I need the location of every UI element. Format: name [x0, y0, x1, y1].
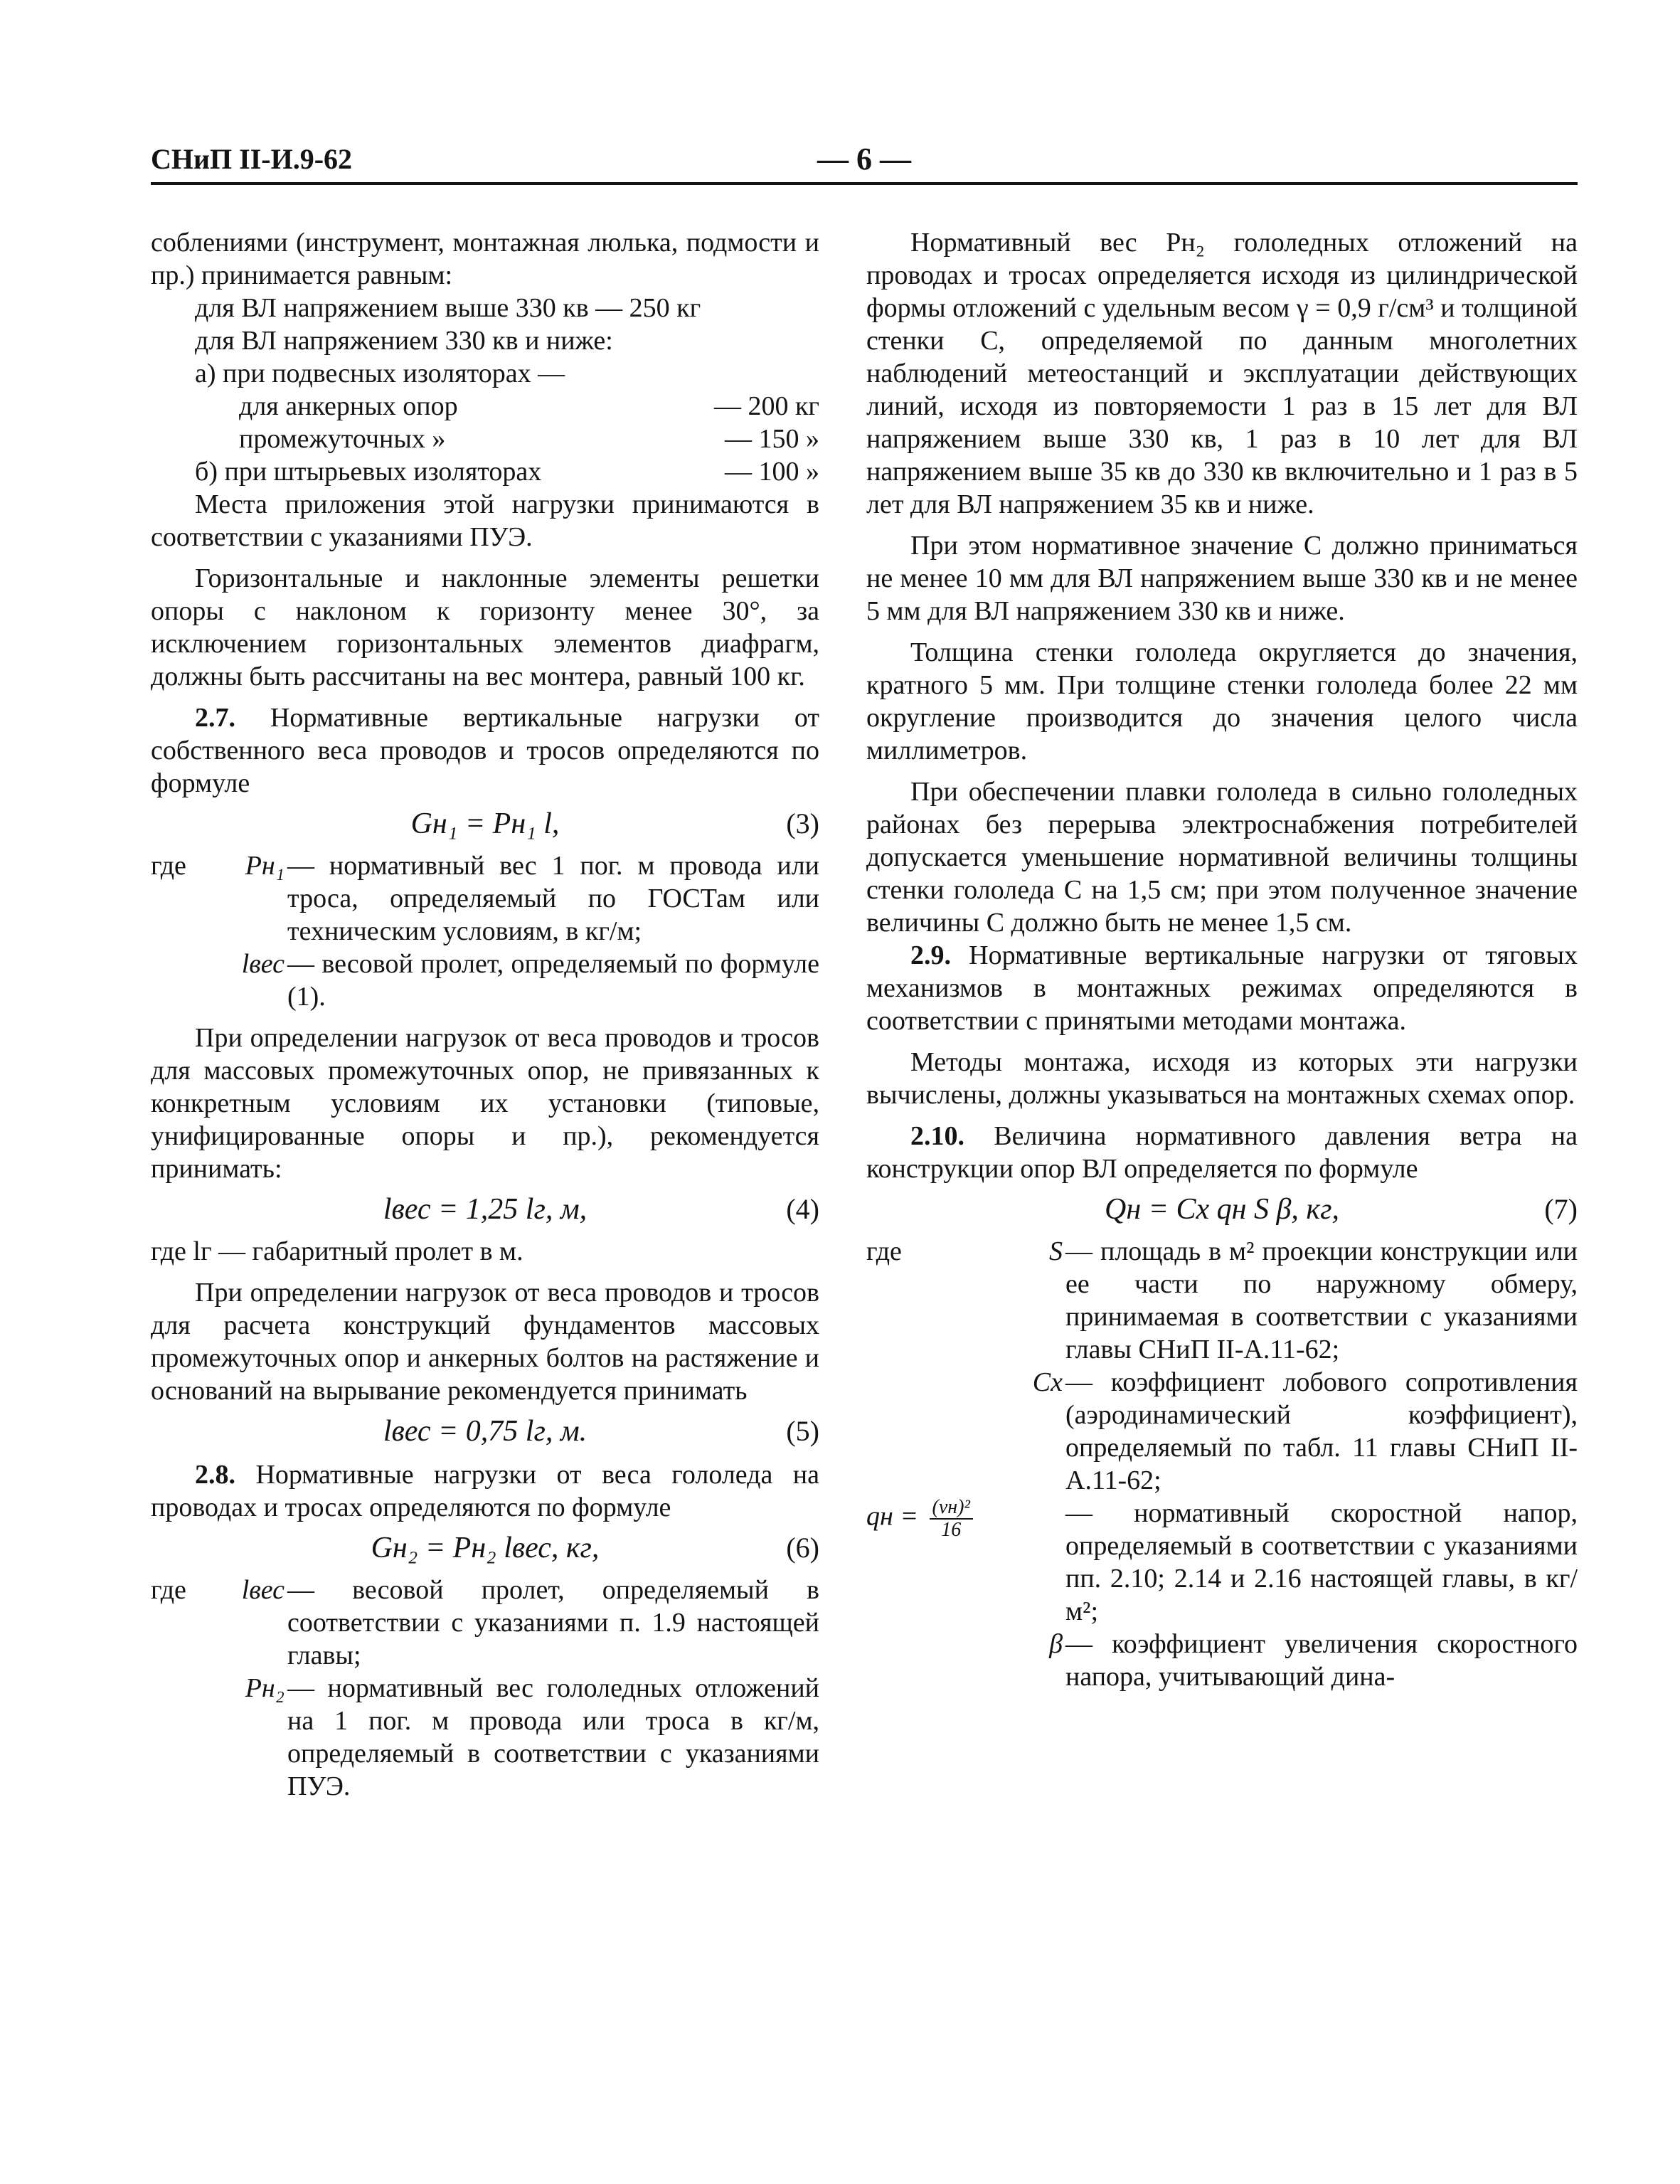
- formula-4: [151, 1191, 819, 1228]
- where-block-6: [151, 1574, 819, 1803]
- load-item-b-value: — 100 »: [725, 457, 819, 487]
- q-denominator: 16: [941, 1519, 962, 1541]
- paragraph-intro: соблениями (инструмент, монтажная люлька, подмости и пр.) принимается равным:: [151, 228, 819, 290]
- formula-number: (6): [786, 1532, 819, 1564]
- load-anchor-label: для анкерных опор: [239, 391, 458, 421]
- section-text: Нормативные вертикальные нагрузки от собственного веса проводов и тросов определяются по формуле: [151, 703, 819, 798]
- where-description: — весовой пролет, определяемый в соответствии с указаниями п. 1.9 настоящей главы;: [287, 1575, 819, 1670]
- formula-3: [151, 805, 819, 842]
- section-number: 2.8.: [195, 1460, 235, 1490]
- where-description: — нормативный скоростной напор, определяемый в соответствии с указаниями пп. 2.10; 2.14 и 2.16 настоящей главы, в кг/м²;: [1065, 1498, 1578, 1626]
- load-anchor-row: [151, 390, 819, 423]
- formula-number: (7): [1544, 1193, 1578, 1225]
- where-block-7: [866, 1235, 1578, 1693]
- load-intermediate-row: [151, 423, 819, 455]
- right-column: [866, 226, 1578, 1697]
- where-word: где: [151, 1575, 186, 1605]
- load-item-a: а) при подвесных изоляторах —: [195, 359, 565, 388]
- section-text: Нормативные вертикальные нагрузки от тяговых механизмов в монтажных режимах определяются в соответствии с принятыми методами монтажа.: [866, 940, 1578, 1036]
- paragraph-places: Места приложения этой нагрузки принимаются в соответствии с указаниями ПУЭ.: [151, 489, 819, 552]
- section-number: 2.9.: [910, 940, 951, 970]
- where-line-4: где lг — габаритный пролет в м.: [151, 1236, 523, 1266]
- where-symbol: S: [1049, 1236, 1063, 1266]
- paragraph-ice-weight: Нормативный вес Pн₂ гололедных отложений на проводах и тросах определяется исходя из цилиндрической формы отложений с удельным весом γ = 0,9 г/см³ и толщиной стенки C, определяемой по данным многолетних наблюдений метеостанций и эксплуатации действующих линий, исходя из повторяемости 1 раз в 15 лет для ВЛ напряжением выше 330 кв, 1 раз в 10 лет для ВЛ напряжением выше 35 кв до 330 кв включительно и 1 раз в 5 лет для ВЛ напряжением 35 кв и ниже.: [866, 228, 1578, 519]
- formula-number: (3): [786, 807, 819, 839]
- where-symbol: β: [1049, 1629, 1063, 1659]
- formula-expression: lвес = 1,25 lг, м,: [383, 1193, 588, 1226]
- where-description: — площадь в м² проекции конструкции или ее части по наружному обмеру, принимаемая в соответствии с указаниями главы СНиП II-А.11-62;: [1065, 1236, 1578, 1364]
- paragraph-foundations: При определении нагрузок от веса проводов и тросов для расчета конструкций фундаментов массовых промежуточных опор и анкерных болтов на растяжение и оснований на вырывание рекомендуется принимать: [151, 1278, 819, 1406]
- where-symbol: Pн₂: [245, 1673, 285, 1703]
- load-intermediate-value: — 150 »: [725, 424, 819, 454]
- paragraph-horizontal: Горизонтальные и наклонные элементы решетки опоры с наклоном к горизонту менее 30°, за исключением горизонтальных элементов диафрагм, должны быть рассчитаны на вес монтера, равный 100 кг.: [151, 563, 819, 691]
- formula-5: [151, 1413, 819, 1450]
- paragraph-rounding: Толщина стенки гололеда округляется до значения, кратного 5 мм. При толщине стенки гололеда более 22 мм округление производится до значения целого числа миллиметров.: [866, 637, 1578, 765]
- section-2-9: [866, 939, 1578, 1037]
- where-description: — коэффициент увеличения скоростного напора, учитывающий дина-: [1065, 1629, 1578, 1692]
- section-text: Нормативные нагрузки от веса гололеда на проводах и тросах определяются по формуле: [151, 1460, 820, 1522]
- where-symbol: lвес: [241, 1575, 285, 1605]
- load-above-330: для ВЛ напряжением выше 330 кв — 250 кг: [195, 293, 701, 323]
- where-symbol: Pн₁: [245, 851, 285, 881]
- section-text: Величина нормативного давления ветра на конструкции опор ВЛ определяется по формуле: [866, 1121, 1578, 1184]
- formula-expression: Gн₂ = Pн₂ lвес, кг,: [371, 1532, 600, 1564]
- left-column: [151, 226, 819, 1807]
- section-2-8: [151, 1458, 819, 1524]
- q-lhs: qн =: [866, 1501, 918, 1532]
- where-symbol: Cx: [1032, 1367, 1063, 1397]
- document-code: СНиП II-И.9-62: [151, 143, 353, 175]
- load-intermediate-label: промежуточных »: [239, 424, 446, 454]
- formula-7: [866, 1191, 1578, 1228]
- where-description: — весовой пролет, определяемый по формуле (1).: [287, 949, 819, 1012]
- where-block-3: [151, 849, 819, 1013]
- where-description: — нормативный вес 1 пог. м провода или троса, определяемый по ГОСТам или техническим условиям, в кг/м;: [287, 851, 819, 946]
- q-fraction: [930, 1497, 973, 1541]
- q-numerator: (vн)²: [930, 1497, 973, 1520]
- load-item-b-row: [151, 455, 819, 488]
- where-description: — нормативный вес гололедных отложений на 1 пог. м провода или троса в кг/м, определяемый в соответствии с указаниями ПУЭ.: [287, 1673, 819, 1801]
- formula-expression: Qн = Cx qн S β, кг,: [1105, 1193, 1339, 1226]
- paragraph-mass-supports: При определении нагрузок от веса проводов и тросов для массовых промежуточных опор, не привязанных к конкретным условиям их установки (типовые, унифицированные опоры и пр.), рекомендуется принимать:: [151, 1023, 819, 1184]
- section-2-10: [866, 1120, 1578, 1185]
- formula-number: (4): [786, 1193, 819, 1225]
- formula-expression: Gн₁ = Pн₁ l,: [410, 807, 560, 840]
- where-symbol: lвес: [241, 949, 285, 979]
- header-rule: [151, 182, 1578, 185]
- formula-expression: lвес = 0,75 lг, м.: [383, 1415, 588, 1448]
- section-number: 2.10.: [910, 1121, 964, 1151]
- load-item-b-label: б) при штырьевых изоляторах: [195, 457, 542, 487]
- where-q-formula: [866, 1497, 1065, 1628]
- formula-6: [151, 1530, 819, 1567]
- section-number: 2.7.: [195, 703, 235, 733]
- where-description: — коэффициент лобового сопротивления (аэродинамический коэффициент), определяемый по табл. 11 главы СНиП II-А.11-62;: [1065, 1367, 1578, 1495]
- formula-number: (5): [786, 1415, 819, 1447]
- page-number: — 6 —: [817, 142, 911, 176]
- load-anchor-value: — 200 кг: [713, 391, 819, 421]
- paragraph-c-minimum: При этом нормативное значение C должно приниматься не менее 10 мм для ВЛ напряжением выше 330 кв и не менее 5 мм для ВЛ напряжением 330 кв и ниже.: [866, 531, 1578, 626]
- load-330-below: для ВЛ напряжением 330 кв и ниже:: [195, 326, 613, 356]
- page-header: [151, 141, 1578, 185]
- where-word: где: [866, 1236, 902, 1266]
- paragraph-methods: Методы монтажа, исходя из которых эти нагрузки вычислены, должны указываться на монтажных схемах опор.: [866, 1047, 1578, 1110]
- section-2-7: [151, 701, 819, 800]
- where-word: где: [151, 851, 186, 881]
- paragraph-melting: При обеспечении плавки гололеда в сильно гололедных районах без перерыва электроснабжения потребителей допускается уменьшение нормативной величины толщины стенки гололеда C на 1,5 см; при этом полученное значение величины C должно быть не менее 1,5 см.: [866, 777, 1578, 938]
